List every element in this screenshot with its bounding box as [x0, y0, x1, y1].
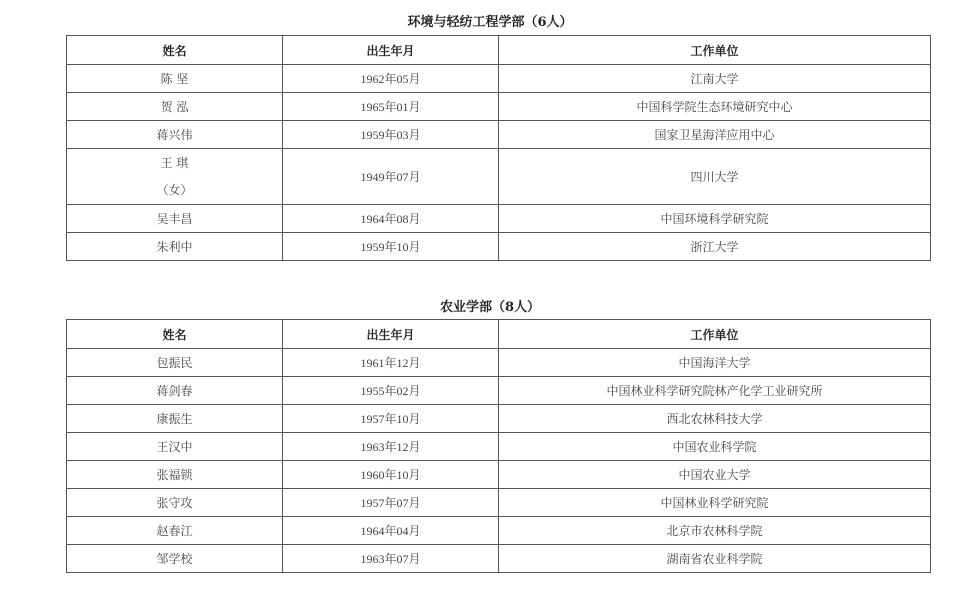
- header-org: 工作单位: [499, 36, 931, 65]
- cell-birth: 1957年07月: [283, 489, 499, 517]
- cell-birth: 1961年12月: [283, 349, 499, 377]
- cell-org: 中国农业大学: [499, 461, 931, 489]
- table-row: [67, 65, 931, 93]
- header-org: 工作单位: [499, 320, 931, 349]
- cell-org: 湖南省农业科学院: [499, 545, 931, 573]
- cell-name: 康振生: [67, 405, 283, 433]
- section-title-agriculture: 农业学部（8人）: [439, 300, 541, 315]
- cell-birth: 1963年12月: [283, 433, 499, 461]
- cell-birth: 1962年05月: [283, 65, 499, 93]
- cell-birth: 1960年10月: [283, 461, 499, 489]
- table-row: [67, 205, 931, 233]
- cell-name-line2: （女）: [156, 182, 193, 197]
- cell-birth: 1964年04月: [283, 517, 499, 545]
- cell-name: 朱利中: [67, 233, 283, 261]
- header-name: 姓名: [67, 320, 283, 349]
- cell-name: [67, 149, 283, 205]
- cell-org: 中国林业科学研究院林产化学工业研究所: [499, 377, 931, 405]
- cell-org: 西北农林科技大学: [499, 405, 931, 433]
- cell-name-line1: 王 琪: [160, 155, 189, 170]
- cell-org: 浙江大学: [499, 233, 931, 261]
- cell-name: 张福锁: [67, 461, 283, 489]
- table-header-row: [67, 320, 931, 349]
- cell-birth: 1959年03月: [283, 121, 499, 149]
- header-name: 姓名: [67, 36, 283, 65]
- cell-name: 包振民: [67, 349, 283, 377]
- cell-name: 张守攻: [67, 489, 283, 517]
- table-row: [67, 233, 931, 261]
- table-row: [67, 121, 931, 149]
- table-row: [67, 405, 931, 433]
- cell-name: 王汉中: [67, 433, 283, 461]
- table-row: [67, 433, 931, 461]
- cell-org: 中国海洋大学: [499, 349, 931, 377]
- cell-name: 蒋兴伟: [67, 121, 283, 149]
- cell-org: 中国农业科学院: [499, 433, 931, 461]
- section-title-environment: 环境与轻纺工程学部（6人）: [407, 15, 573, 30]
- table-row: [67, 545, 931, 573]
- cell-name: 蒋剑春: [67, 377, 283, 405]
- cell-name: 陈 坚: [67, 65, 283, 93]
- cell-name: 邹学校: [67, 545, 283, 573]
- cell-birth: 1964年08月: [283, 205, 499, 233]
- cell-org: 北京市农林科学院: [499, 517, 931, 545]
- cell-name: 赵春江: [67, 517, 283, 545]
- header-birth: 出生年月: [283, 36, 499, 65]
- cell-org: 中国环境科学研究院: [499, 205, 931, 233]
- table-row: [67, 349, 931, 377]
- header-birth: 出生年月: [283, 320, 499, 349]
- cell-birth: 1963年07月: [283, 545, 499, 573]
- table-row: [67, 149, 931, 205]
- cell-name: 吴丰昌: [67, 205, 283, 233]
- cell-birth: 1949年07月: [283, 149, 499, 205]
- cell-birth: 1957年10月: [283, 405, 499, 433]
- table-header-row: [67, 36, 931, 65]
- cell-org: 江南大学: [499, 65, 931, 93]
- cell-name: 贺 泓: [67, 93, 283, 121]
- table-row: [67, 93, 931, 121]
- cell-org: 中国科学院生态环境研究中心: [499, 93, 931, 121]
- agriculture-table: [66, 319, 931, 573]
- cell-birth: 1959年10月: [283, 233, 499, 261]
- table-row: [67, 377, 931, 405]
- table-row: [67, 461, 931, 489]
- table-row: [67, 517, 931, 545]
- cell-org: 四川大学: [499, 149, 931, 205]
- table-row: [67, 489, 931, 517]
- cell-birth: 1965年01月: [283, 93, 499, 121]
- cell-birth: 1955年02月: [283, 377, 499, 405]
- cell-org: 国家卫星海洋应用中心: [499, 121, 931, 149]
- cell-org: 中国林业科学研究院: [499, 489, 931, 517]
- environment-table: [66, 35, 931, 261]
